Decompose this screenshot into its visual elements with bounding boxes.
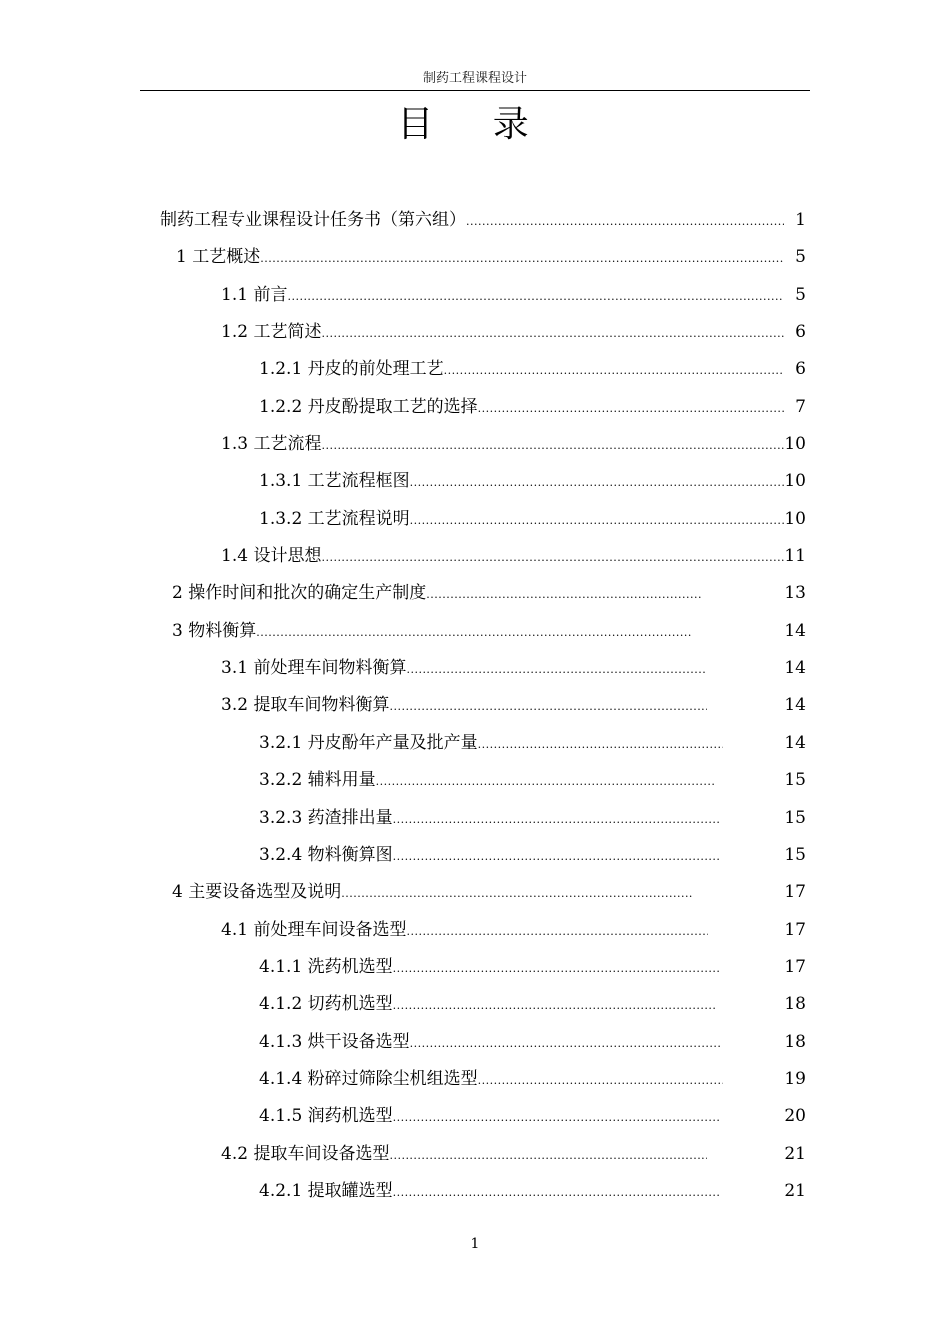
toc-entry-page: 21 (784, 1181, 806, 1201)
toc-entry-label: 3.2.2 辅料用量 (259, 770, 376, 790)
toc-entry-page: 6 (795, 322, 806, 342)
toc-entry[interactable] (259, 1030, 806, 1054)
toc-entry[interactable] (176, 245, 806, 269)
dot-leader (393, 957, 719, 981)
toc-entry-label: 1.3.1 工艺流程框图 (259, 471, 410, 491)
toc-entry-page: 17 (784, 920, 806, 940)
dot-leader (321, 546, 784, 570)
dot-leader (406, 658, 707, 682)
toc-entry[interactable] (259, 1104, 806, 1128)
toc-entry-label: 4.1.3 烘干设备选型 (259, 1032, 410, 1052)
dot-leader (466, 210, 784, 234)
toc-entry-page: 20 (784, 1106, 806, 1126)
toc-entry-label: 3.1 前处理车间物料衡算 (221, 658, 407, 678)
dot-leader (260, 247, 784, 271)
running-header: 制药工程课程设计 (140, 70, 810, 91)
toc-entry-label: 4.2.1 提取罐选型 (259, 1181, 393, 1201)
dot-leader (444, 359, 784, 383)
dot-leader (393, 994, 715, 1018)
toc-entry[interactable] (259, 1179, 806, 1203)
toc-entry[interactable] (259, 843, 806, 867)
dot-leader (426, 583, 702, 607)
toc-entry-page: 5 (795, 247, 806, 267)
toc-entry[interactable] (259, 768, 806, 792)
toc-entry-page: 21 (784, 1144, 806, 1164)
toc-entry[interactable] (221, 656, 806, 680)
dot-leader (393, 1106, 719, 1130)
toc-entry-label: 1.3.2 工艺流程说明 (259, 509, 410, 529)
dot-leader (406, 920, 708, 944)
toc-entry-page: 10 (784, 509, 806, 529)
toc-entry[interactable] (259, 992, 806, 1016)
page-number: 1 (470, 1236, 480, 1252)
toc-entry-label: 1.2 工艺简述 (221, 322, 322, 342)
toc-entry-label: 3.2 提取车间物料衡算 (221, 695, 390, 715)
toc-entry-label: 3.2.1 丹皮酚年产量及批产量 (259, 733, 478, 753)
toc-entry-page: 10 (784, 471, 806, 491)
dot-leader (478, 733, 723, 757)
dot-leader (410, 471, 784, 495)
toc-entry-page: 18 (784, 1032, 806, 1052)
dot-leader (410, 1032, 721, 1056)
toc-entry[interactable] (259, 507, 806, 531)
toc-entry-label: 1.1 前言 (221, 285, 288, 305)
toc-entry-label: 1.3 工艺流程 (221, 434, 322, 454)
toc-entry-label: 3 物料衡算 (172, 621, 257, 641)
toc-entry[interactable] (172, 619, 806, 643)
toc-entry-label: 4.1.2 切药机选型 (259, 994, 393, 1014)
toc-entry-label: 4.1.4 粉碎过筛除尘机组选型 (259, 1069, 478, 1089)
dot-leader (376, 770, 716, 794)
dot-leader (287, 285, 784, 309)
toc-entry[interactable] (172, 581, 806, 605)
dot-leader (321, 322, 784, 346)
toc-entry[interactable] (259, 357, 806, 381)
dot-leader (389, 695, 707, 719)
toc-entry[interactable] (172, 880, 806, 904)
toc-entry-page: 19 (784, 1069, 806, 1089)
toc-entry-page: 15 (784, 808, 806, 828)
toc-entry-label: 1.2.1 丹皮的前处理工艺 (259, 359, 444, 379)
toc-entry[interactable] (221, 320, 806, 344)
toc-entry[interactable] (259, 955, 806, 979)
dot-leader (341, 882, 693, 906)
toc-entry-label: 4.1.1 洗药机选型 (259, 957, 393, 977)
toc-entry[interactable] (259, 1067, 806, 1091)
dot-leader (410, 509, 784, 533)
toc-entry-page: 13 (784, 583, 806, 603)
toc-entry-label: 4.2 提取车间设备选型 (221, 1144, 390, 1164)
toc-entry-label: 3.2.3 药渣排出量 (259, 808, 393, 828)
toc-entry-label: 4 主要设备选型及说明 (172, 882, 342, 902)
toc-entry-page: 11 (784, 546, 806, 566)
toc-entry[interactable] (259, 731, 806, 755)
toc-entry[interactable] (160, 208, 806, 232)
toc-entry-label: 制药工程专业课程设计任务书（第六组） (160, 210, 466, 230)
toc-entry-page: 18 (784, 994, 806, 1014)
toc-entry[interactable] (221, 432, 806, 456)
toc-entry[interactable] (259, 469, 806, 493)
toc-entry-label: 4.1 前处理车间设备选型 (221, 920, 407, 940)
toc-entry[interactable] (259, 395, 806, 419)
dot-leader (478, 397, 784, 421)
toc-entry-page: 17 (784, 957, 806, 977)
toc-entry[interactable] (221, 918, 806, 942)
toc-entry-page: 14 (784, 621, 806, 641)
dot-leader (393, 808, 719, 832)
toc-entry-label: 1.4 设计思想 (221, 546, 322, 566)
toc-entry-page: 17 (784, 882, 806, 902)
toc-entry-page: 14 (784, 658, 806, 678)
dot-leader (393, 1181, 719, 1205)
toc-entry[interactable] (221, 693, 806, 717)
toc-entry[interactable] (221, 283, 806, 307)
toc-entry-label: 2 操作时间和批次的确定生产制度 (172, 583, 427, 603)
dot-leader (389, 1144, 707, 1168)
dot-leader (393, 845, 719, 869)
toc-entry[interactable] (259, 806, 806, 830)
dot-leader (321, 434, 784, 458)
toc-entry-page: 14 (784, 695, 806, 715)
toc-entry-page: 5 (795, 285, 806, 305)
toc-entry[interactable] (221, 544, 806, 568)
dot-leader (256, 621, 692, 645)
toc-entry[interactable] (221, 1142, 806, 1166)
page-title: 目 录 (397, 104, 553, 145)
toc-entry-page: 1 (795, 210, 806, 230)
toc-entry-page: 6 (795, 359, 806, 379)
toc-entry-page: 10 (784, 434, 806, 454)
toc-entry-label: 3.2.4 物料衡算图 (259, 845, 393, 865)
toc-entry-label: 1.2.2 丹皮酚提取工艺的选择 (259, 397, 478, 417)
toc-entry-page: 14 (784, 733, 806, 753)
dot-leader (478, 1069, 723, 1093)
toc-entry-page: 15 (784, 770, 806, 790)
toc-entry-label: 1 工艺概述 (176, 247, 261, 267)
toc-entry-label: 4.1.5 润药机选型 (259, 1106, 393, 1126)
toc-entry-page: 7 (795, 397, 806, 417)
toc-entry-page: 15 (784, 845, 806, 865)
